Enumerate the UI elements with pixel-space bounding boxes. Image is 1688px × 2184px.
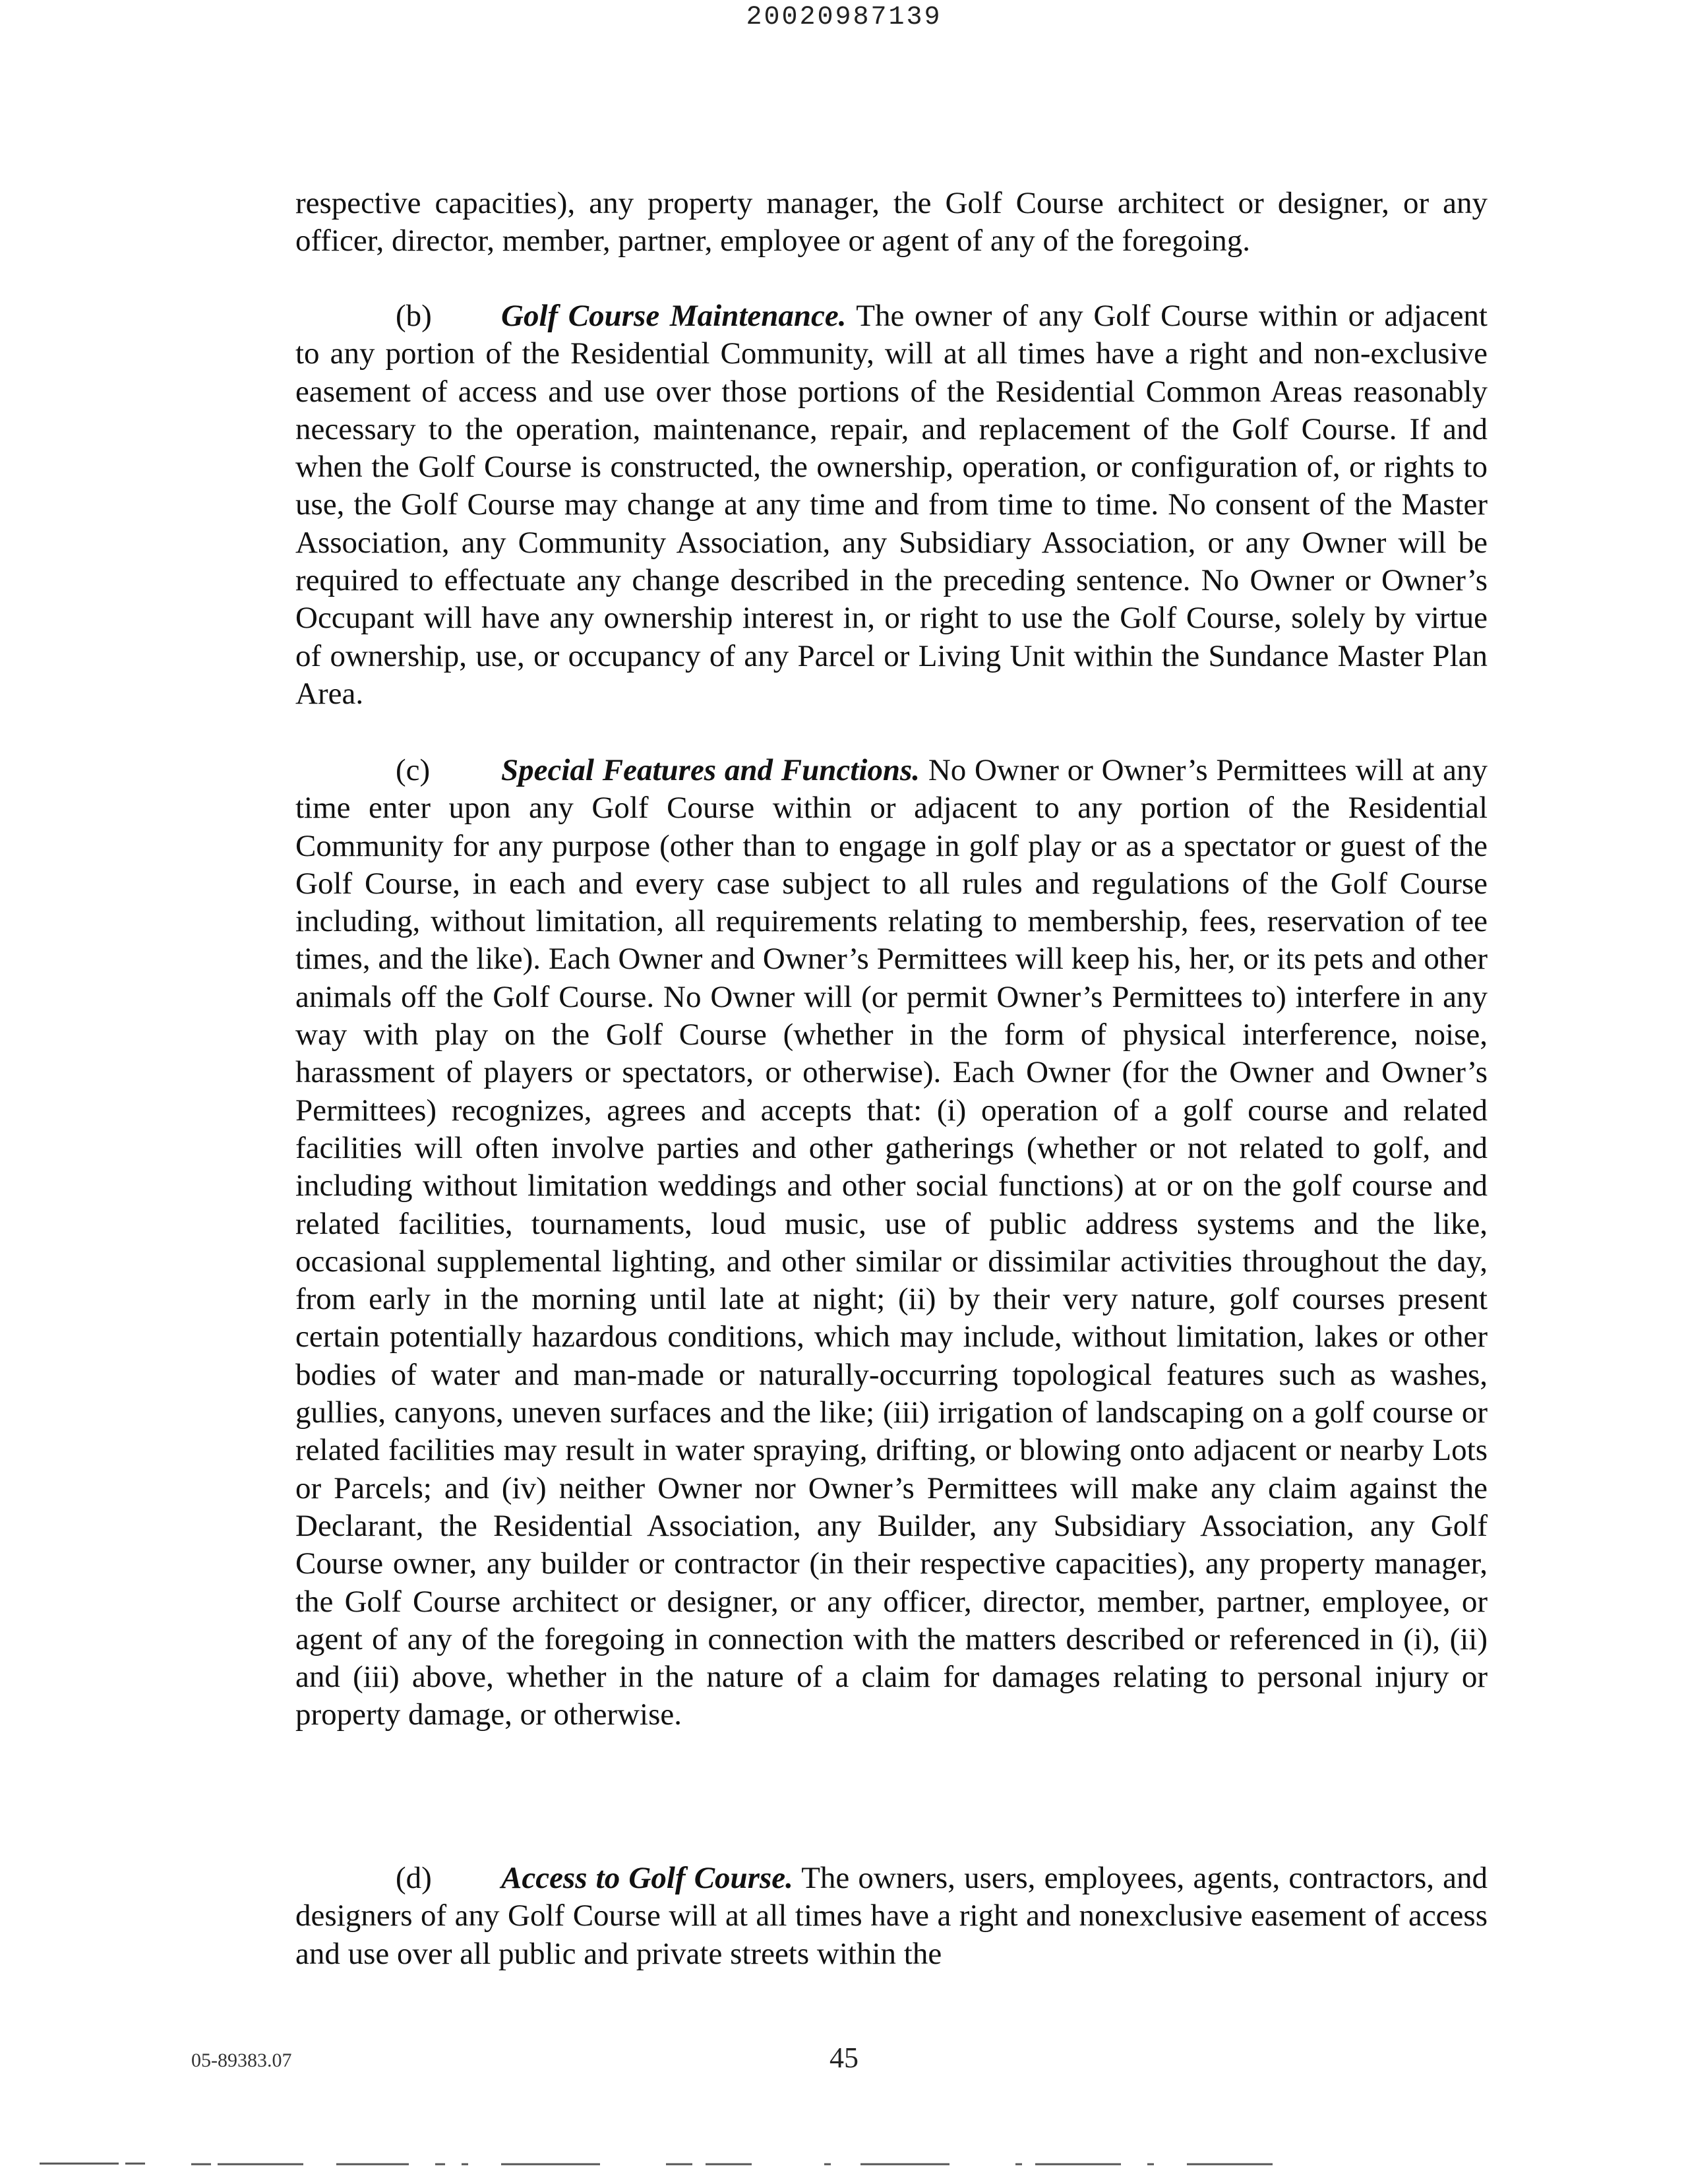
section-heading: Special Features and Functions.	[501, 753, 920, 787]
paragraph-continuation	[295, 185, 1488, 260]
section-heading: Access to Golf Course.	[501, 1861, 793, 1895]
paragraph-special-features	[295, 752, 1488, 1734]
section-label: (c)	[396, 753, 431, 787]
scan-edge-artifact	[40, 2161, 1292, 2168]
footer-document-code: 05-89383.07	[191, 2049, 292, 2071]
paragraph-text: The owners, users, employees, agents, contractors, and designers of any Golf Course will at all times have a right and nonexclusive easement of access and use over all public and private streets within the	[295, 1861, 1488, 1971]
section-label: (d)	[396, 1861, 432, 1895]
paragraph-text: The owner of any Golf Course within or adjacent to any portion of the Residential Community, will at all times have a right and non-exclusive easement of access and use over those portions of the Residential Common Areas reasonably necessary to the operation, maintenance, repair, and replacement of the Golf Course. If and when the Golf Course is constructed, the ownership, operation, or configuration of, or rights to use, the Golf Course may change at any time and from time to time. No consent of the Master Association, any Community Association, any Subsidiary Association, or any Owner will be required to effectuate any change described in the preceding sentence. No Owner or Owner’s Occupant will have any ownership interest in, or right to use the Golf Course, solely by virtue of ownership, use, or occupancy of any Parcel or Living Unit within the Sundance Master Plan Area.	[295, 299, 1488, 711]
paragraph-text: No Owner or Owner’s Permittees will at any time enter upon any Golf Course within or adjacent to any portion of the Residential Community for any purpose (other than to engage in golf play or as a spectator or guest of the Golf Course, in each and every case subject to all rules and regulations of the Golf Course including, without limitation, all requirements relating to membership, fees, reservation of tee times, and the like). Each Owner and Owner’s Permittees will keep his, her, or its pets and other animals off the Golf Course. No Owner will (or permit Owner’s Permittees to) interfere in any way with play on the Golf Course (whether in the form of physical interference, noise, harassment of players or spectators, or otherwise). Each Owner (for the Owner and Owner’s Permittees) recognizes, agrees and accepts that: (i) operation of a golf course and related facilities will often involve parties and other gatherings (whether or not related to golf, and including without limitation weddings and other social functions) at or on the golf course and related facilities, tournaments, loud music, use of public address systems and the like, occasional supplemental lighting, and other similar or dissimilar activities throughout the day, from early in the morning until late at night; (ii) by their very nature, golf courses present certain potentially hazardous conditions, which may include, without limitation, lakes or other bodies of water and man-made or naturally-occurring topological features such as washes, gullies, canyons, uneven surfaces and the like; (iii) irrigation of landscaping on a golf course or related facilities may result in water spraying, drifting, or blowing onto adjacent or nearby Lots or Parcels; and (iv) neither Owner nor Owner’s Permittees will make any claim against the Declarant, the Residential Association, any Builder, any Subsidiary Association, any Golf Course owner, any builder or contractor (in their respective capacities), any property manager, the Golf Course architect or designer, or any officer, director, member, partner, employee, or agent of any of the foregoing in connection with the matters described or referenced in (i), (ii) and (iii) above, whether in the nature of a claim for damages relating to personal injury or property damage, or otherwise.	[295, 753, 1488, 1732]
paragraph-text: respective capacities), any property manager, the Golf Course architect or designer, or any officer, director, member, partner, employee or agent of any of the foregoing.	[295, 186, 1488, 258]
section-label: (b)	[396, 299, 432, 333]
document-id-stamp: 20020987139	[746, 3, 942, 32]
paragraph-golf-course-maintenance	[295, 297, 1488, 713]
section-heading: Golf Course Maintenance.	[501, 299, 847, 333]
page-number: 45	[829, 2042, 859, 2074]
paragraph-access-to-golf-course	[295, 1860, 1488, 1973]
